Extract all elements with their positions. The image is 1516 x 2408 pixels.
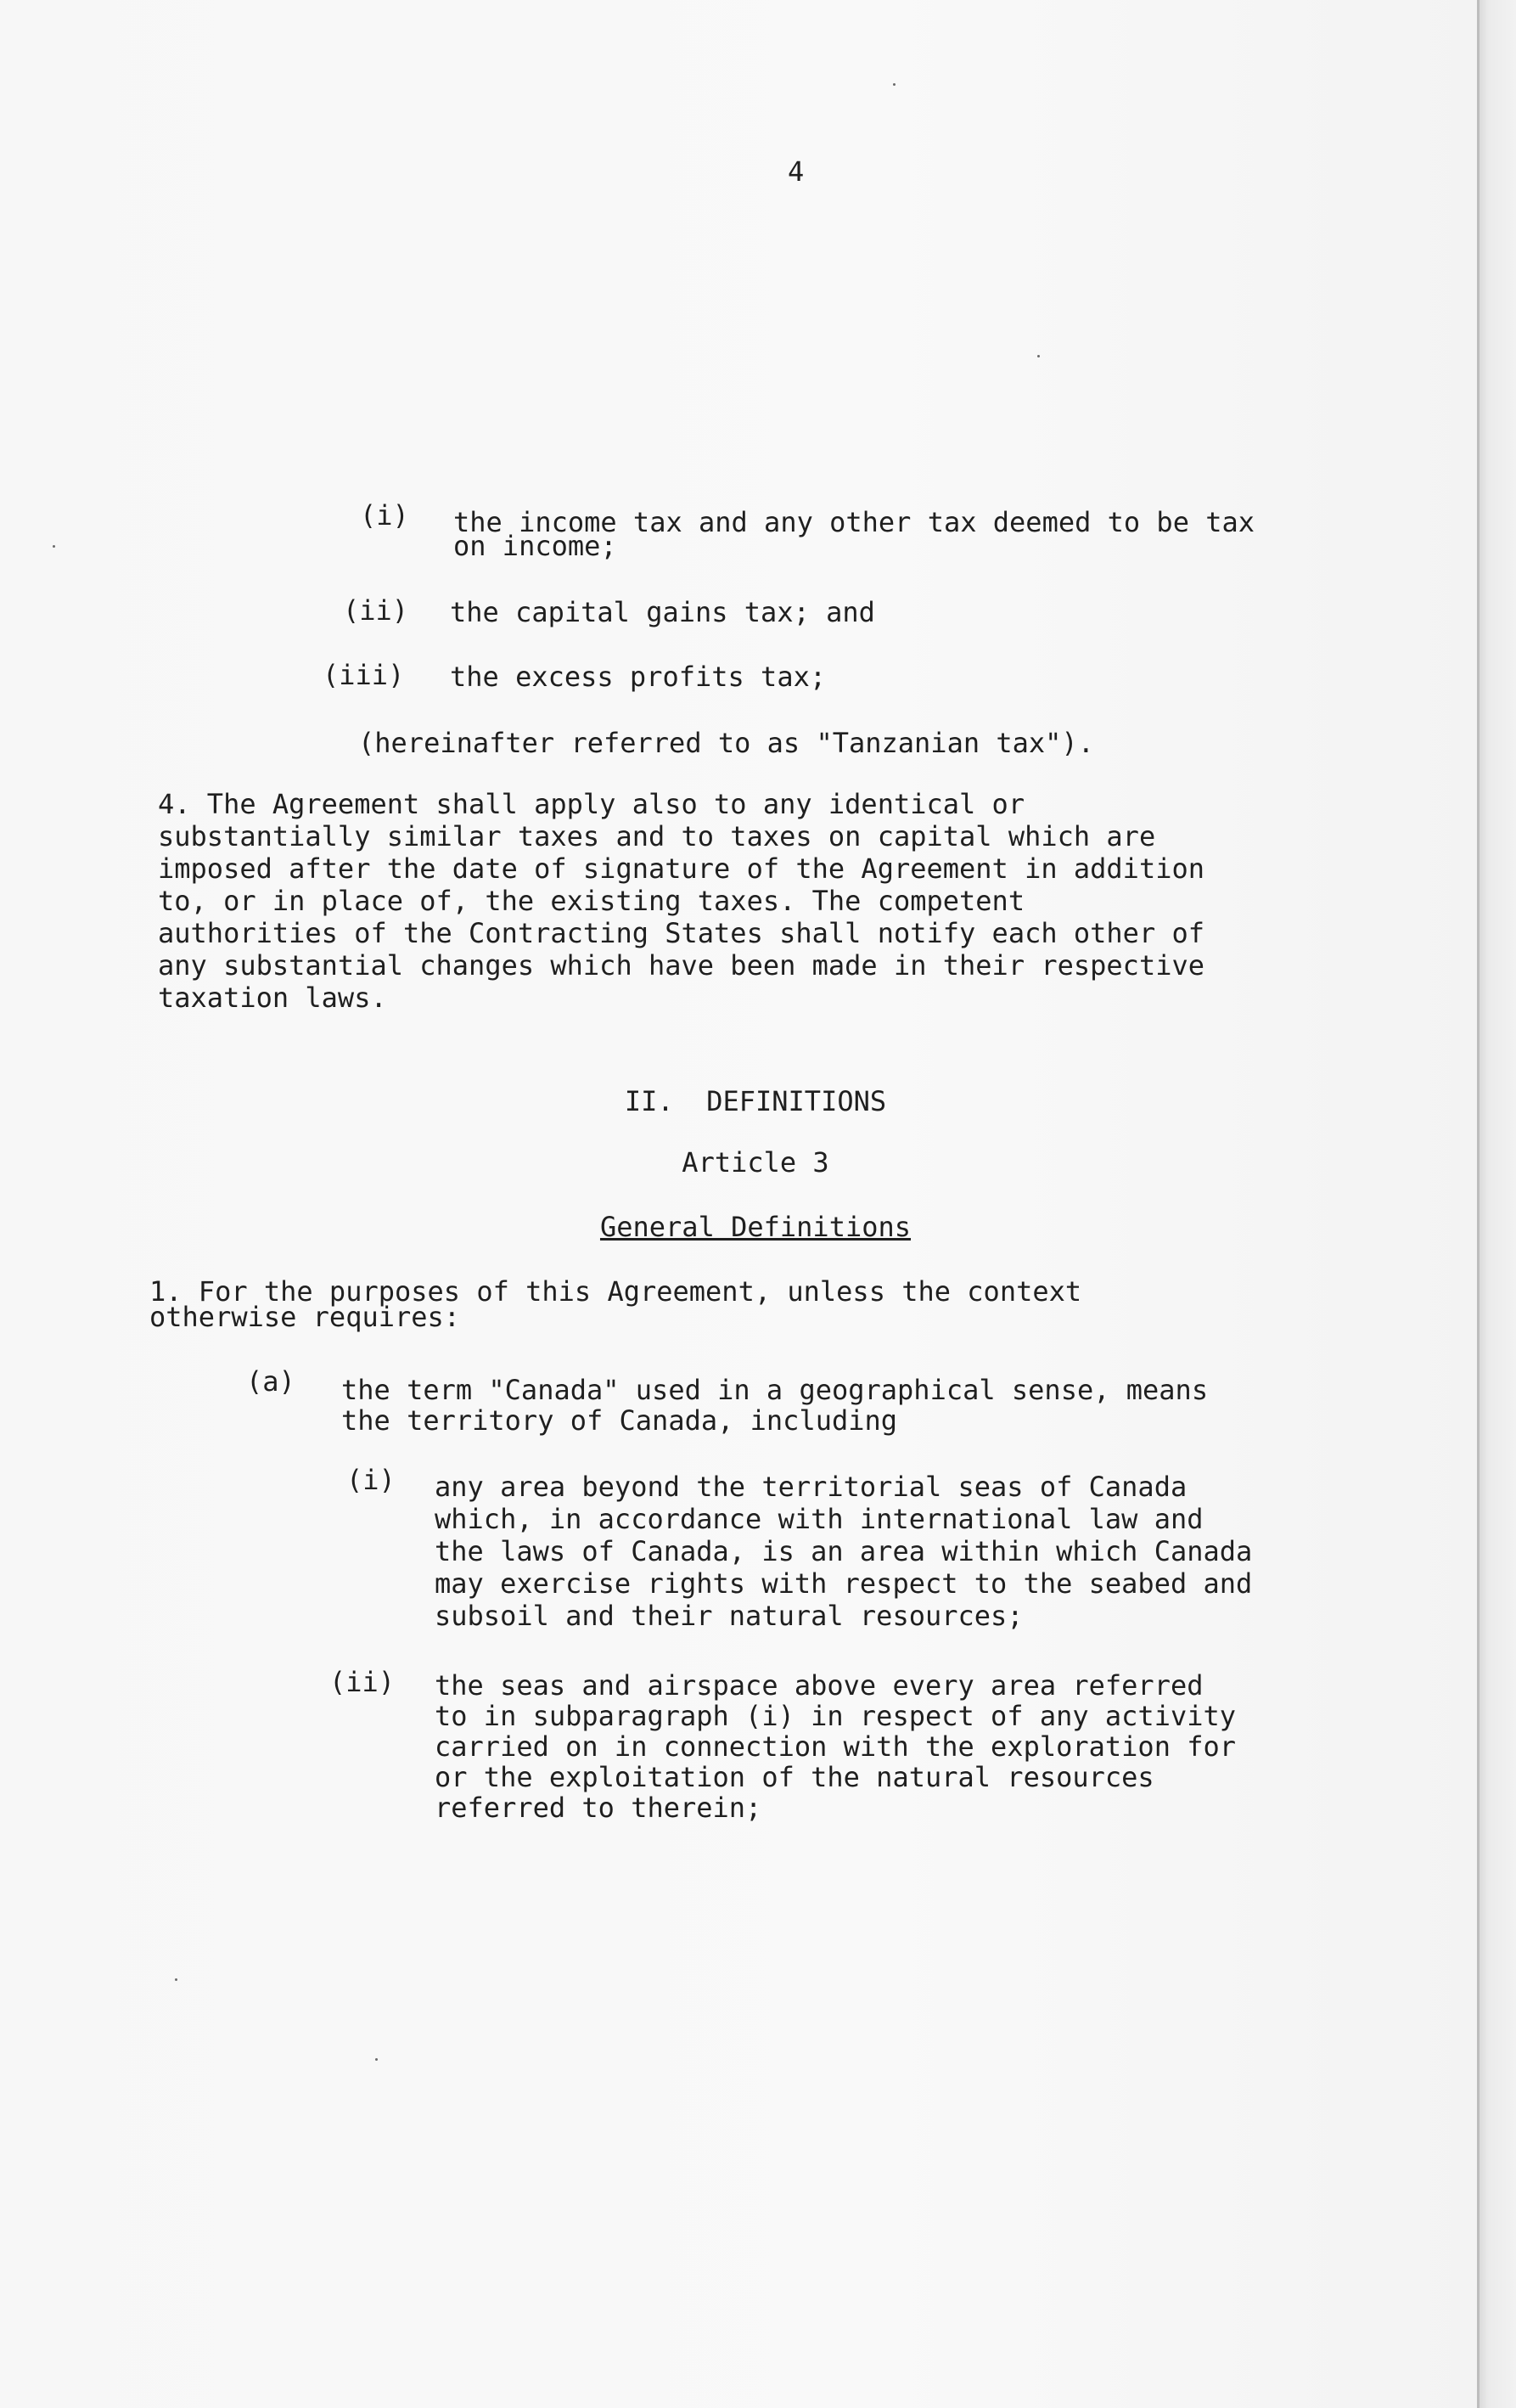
paragraph-line: taxation laws. — [158, 982, 387, 1014]
list-marker: (i) — [360, 499, 409, 532]
paragraph-line: authorities of the Contracting States shall notify each other of — [158, 917, 1204, 949]
hereinafter-note: (hereinafter referred to as "Tanzanian tax"). — [358, 727, 1094, 759]
list-item-line: on income; — [453, 530, 617, 562]
paragraph-line: any substantial changes which have been made in their respective — [158, 949, 1204, 982]
sub-item-line: or the exploitation of the natural resources — [435, 1761, 1154, 1793]
sub-item-line: may exercise rights with respect to the seabed and — [435, 1567, 1253, 1600]
article-title: Article 3 — [682, 1146, 829, 1179]
item-marker: (a) — [246, 1365, 295, 1398]
sub-item-line: to in subparagraph (i) in respect of any activity — [435, 1700, 1237, 1732]
list-item-line: the excess profits tax; — [450, 661, 827, 693]
sub-item-line: the seas and airspace above every area referred — [435, 1669, 1204, 1702]
item-a-line: the territory of Canada, including — [341, 1404, 898, 1437]
paragraph-line: imposed after the date of signature of the Agreement in addition — [158, 852, 1204, 885]
page-edge-shadow — [1477, 0, 1516, 2408]
sub-item-marker: (ii) — [329, 1666, 396, 1698]
sub-item-line: any area beyond the territorial seas of Canada — [435, 1471, 1188, 1503]
item-a-line: the term "Canada" used in a geographical sense, means — [341, 1374, 1209, 1406]
paragraph-1-line: otherwise requires: — [149, 1301, 461, 1333]
paragraph-line: substantially similar taxes and to taxes on capital which are — [158, 820, 1156, 852]
scan-speck — [175, 1978, 177, 1981]
list-marker: (ii) — [343, 594, 409, 627]
list-item-line: the capital gains tax; and — [450, 596, 875, 628]
paragraph-line: to, or in place of, the existing taxes. The competent — [158, 885, 1025, 917]
scan-speck — [1037, 355, 1040, 357]
sub-item-line: subsoil and their natural resources; — [435, 1600, 1024, 1632]
scan-speck — [893, 83, 896, 86]
section-heading: II. DEFINITIONS — [624, 1085, 887, 1117]
list-item-line: the income tax and any other tax deemed to be tax — [453, 506, 1255, 538]
article-subtitle: General Definitions — [599, 1211, 912, 1243]
sub-item-line: referred to therein; — [435, 1792, 762, 1824]
list-marker: (iii) — [323, 659, 405, 691]
sub-item-line: the laws of Canada, is an area within which Canada — [435, 1535, 1253, 1567]
paragraph-line: 4. The Agreement shall apply also to any identical or — [158, 788, 1025, 820]
sub-item-line: which, in accordance with international law and — [435, 1503, 1204, 1535]
scan-speck — [375, 2058, 378, 2061]
paragraph-1-line: 1. For the purposes of this Agreement, unless the context — [149, 1275, 1082, 1308]
sub-item-line: carried on in connection with the exploration for — [435, 1730, 1237, 1763]
scan-speck — [53, 545, 55, 548]
page-number: 4 — [788, 155, 805, 188]
sub-item-marker: (i) — [346, 1464, 396, 1496]
